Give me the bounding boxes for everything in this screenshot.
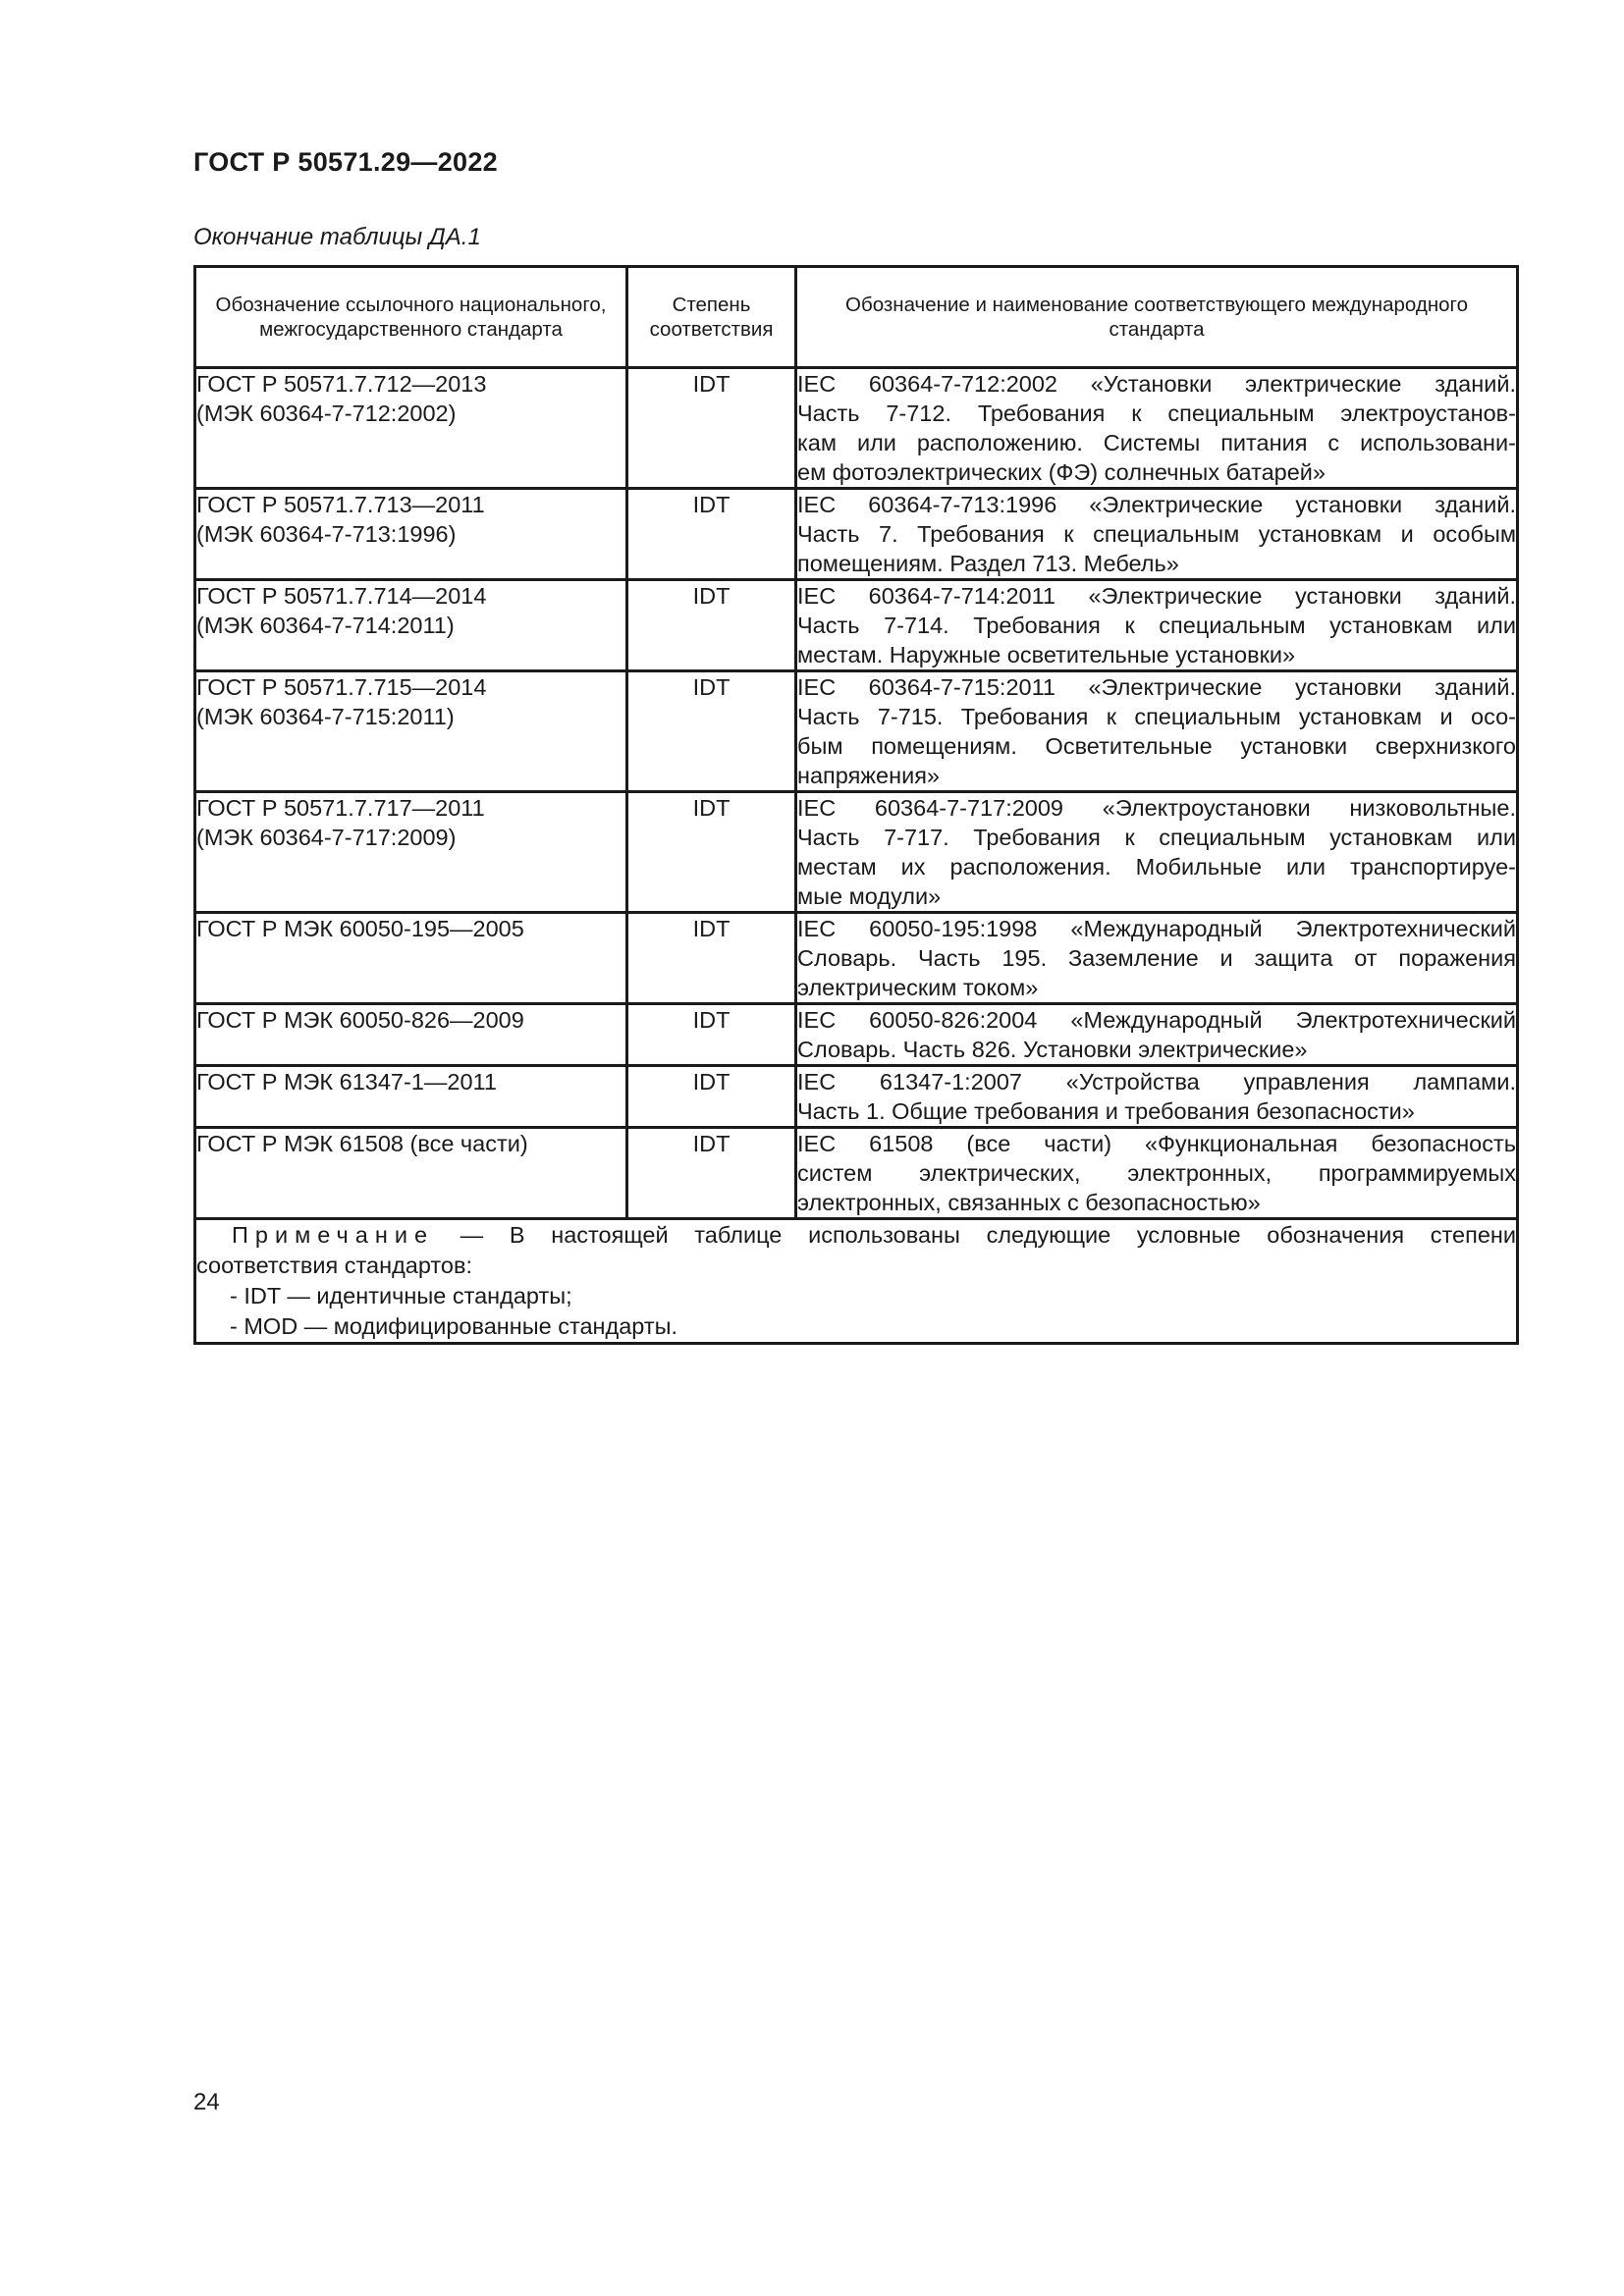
international-standard-line: IEC 60364-7-713:1996 «Электрические установки зданий. bbox=[797, 492, 1516, 517]
international-standard-line: мые модули» bbox=[797, 883, 942, 909]
table-caption: Окончание таблицы ДА.1 bbox=[193, 224, 481, 250]
national-standard-cell bbox=[195, 1066, 627, 1128]
international-standard-line: Часть 7-714. Требования к специальным установкам или bbox=[797, 613, 1516, 638]
note-label: Примечание bbox=[232, 1222, 435, 1248]
table-row bbox=[195, 1066, 1518, 1128]
international-standard-cell bbox=[796, 489, 1518, 580]
national-standard-line: ГОСТ Р МЭК 60050-826—2009 bbox=[196, 1007, 524, 1033]
note-first-line bbox=[196, 1220, 1516, 1251]
table-note-row bbox=[195, 1219, 1518, 1344]
national-standard-line: ГОСТ Р 50571.7.712—2013 bbox=[196, 371, 487, 397]
international-standard-line: Словарь. Часть 195. Заземление и защита от поражения bbox=[797, 945, 1516, 971]
table-row bbox=[195, 671, 1518, 792]
international-standard-line: Часть 7-717. Требования к специальным установкам или bbox=[797, 825, 1516, 850]
national-standard-cell bbox=[195, 1128, 627, 1219]
international-standard-cell bbox=[796, 1004, 1518, 1066]
international-standard-line: бым помещениям. Осветительные установки сверхнизкого bbox=[797, 733, 1516, 759]
international-standard-line: IEC 60050-195:1998 «Международный Электротехнический bbox=[797, 916, 1516, 941]
international-standard-line: IEC 61347-1:2007 «Устройства управления лампами. bbox=[797, 1069, 1516, 1095]
national-standard-cell bbox=[195, 1004, 627, 1066]
national-standard-cell bbox=[195, 489, 627, 580]
national-standard-cell bbox=[195, 913, 627, 1004]
international-standard-line: электрическим током» bbox=[797, 975, 1039, 1000]
national-standard-line: ГОСТ Р 50571.7.713—2011 bbox=[196, 492, 485, 517]
degree-cell: IDT bbox=[627, 671, 796, 792]
table-row bbox=[195, 368, 1518, 489]
international-standard-line: местам. Наружные осветительные установки» bbox=[797, 642, 1296, 667]
column-header-international: Обозначение и наименование соответствующего международного стандарта bbox=[796, 267, 1518, 368]
international-standard-line: электронных, связанных с безопасностью» bbox=[797, 1190, 1261, 1215]
international-standard-line: IEC 60364-7-717:2009 «Электроустановки низковольтные. bbox=[797, 795, 1516, 821]
national-standard-line: (МЭК 60364-7-717:2009) bbox=[196, 825, 457, 850]
international-standard-line: IEC 60364-7-715:2011 «Электрические установки зданий. bbox=[797, 674, 1516, 700]
international-standard-line: Часть 7-712. Требования к специальным электроустанов- bbox=[797, 400, 1516, 426]
note-list-item: - IDT — идентичные стандарты; bbox=[230, 1283, 572, 1308]
standards-table bbox=[193, 265, 1519, 1345]
table-row bbox=[195, 1004, 1518, 1066]
degree-cell: IDT bbox=[627, 580, 796, 671]
international-standard-line: IEC 61508 (все части) «Функциональная безопасность bbox=[797, 1131, 1516, 1156]
national-standard-cell bbox=[195, 792, 627, 913]
national-standard-cell bbox=[195, 671, 627, 792]
national-standard-line: (МЭК 60364-7-713:1996) bbox=[196, 521, 457, 547]
international-standard-cell bbox=[796, 913, 1518, 1004]
national-standard-cell bbox=[195, 368, 627, 489]
international-standard-line: ем фотоэлектрических (ФЭ) солнечных батарей» bbox=[797, 459, 1326, 485]
national-standard-line: ГОСТ Р МЭК 61347-1—2011 bbox=[196, 1069, 497, 1095]
column-header-degree: Степень соответствия bbox=[627, 267, 796, 368]
international-standard-line: IEC 60050-826:2004 «Международный Электротехнический bbox=[797, 1007, 1516, 1033]
column-header-national: Обозначение ссылочного национального, межгосударственного стандарта bbox=[195, 267, 627, 368]
table-row bbox=[195, 1128, 1518, 1219]
national-standard-line: ГОСТ Р МЭК 61508 (все части) bbox=[196, 1131, 528, 1156]
table-note bbox=[195, 1219, 1518, 1344]
international-standard-line: Часть 7-715. Требования к специальным установкам и осо- bbox=[797, 704, 1516, 729]
international-standard-line: напряжения» bbox=[797, 763, 940, 788]
national-standard-line: (МЭК 60364-7-714:2011) bbox=[196, 613, 455, 638]
note-text: — В настоящей таблице использованы следующие условные обозначения степени bbox=[460, 1222, 1516, 1248]
document-header: ГОСТ Р 50571.29—2022 bbox=[193, 147, 498, 177]
degree-cell: IDT bbox=[627, 792, 796, 913]
degree-cell: IDT bbox=[627, 368, 796, 489]
national-standard-line: ГОСТ Р 50571.7.715—2014 bbox=[196, 674, 487, 700]
national-standard-line: ГОСТ Р 50571.7.714—2014 bbox=[196, 583, 487, 609]
note-second-line: соответствия стандартов: bbox=[196, 1253, 473, 1278]
degree-cell: IDT bbox=[627, 489, 796, 580]
degree-cell: IDT bbox=[627, 1128, 796, 1219]
table-row bbox=[195, 580, 1518, 671]
degree-cell: IDT bbox=[627, 1004, 796, 1066]
international-standard-cell bbox=[796, 580, 1518, 671]
degree-cell: IDT bbox=[627, 1066, 796, 1128]
table-row bbox=[195, 792, 1518, 913]
international-standard-cell bbox=[796, 1128, 1518, 1219]
international-standard-line: Словарь. Часть 826. Установки электрические» bbox=[797, 1037, 1308, 1062]
page-number: 24 bbox=[193, 2089, 220, 2115]
table-row bbox=[195, 913, 1518, 1004]
international-standard-line: помещениям. Раздел 713. Мебель» bbox=[797, 551, 1179, 576]
note-list-item: - MOD — модифицированные стандарты. bbox=[230, 1313, 678, 1339]
international-standard-line: местам их расположения. Мобильные или транспортируе- bbox=[797, 854, 1516, 880]
international-standard-line: Часть 7. Требования к специальным установкам и особым bbox=[797, 521, 1516, 547]
national-standard-cell bbox=[195, 580, 627, 671]
national-standard-line: (МЭК 60364-7-712:2002) bbox=[196, 400, 457, 426]
international-standard-cell bbox=[796, 792, 1518, 913]
international-standard-line: Часть 1. Общие требования и требования безопасности» bbox=[797, 1098, 1415, 1124]
international-standard-cell bbox=[796, 368, 1518, 489]
international-standard-line: кам или расположению. Системы питания с использовани- bbox=[797, 430, 1516, 455]
international-standard-cell bbox=[796, 1066, 1518, 1128]
national-standard-line: ГОСТ Р 50571.7.717—2011 bbox=[196, 795, 485, 821]
table-header-row bbox=[195, 267, 1518, 368]
international-standard-line: IEC 60364-7-712:2002 «Установки электрические зданий. bbox=[797, 371, 1516, 397]
degree-cell: IDT bbox=[627, 913, 796, 1004]
table-row bbox=[195, 489, 1518, 580]
national-standard-line: ГОСТ Р МЭК 60050-195—2005 bbox=[196, 916, 524, 941]
national-standard-line: (МЭК 60364-7-715:2011) bbox=[196, 704, 455, 729]
international-standard-line: систем электрических, электронных, программируемых bbox=[797, 1160, 1516, 1186]
international-standard-cell bbox=[796, 671, 1518, 792]
international-standard-line: IEC 60364-7-714:2011 «Электрические установки зданий. bbox=[797, 583, 1516, 609]
